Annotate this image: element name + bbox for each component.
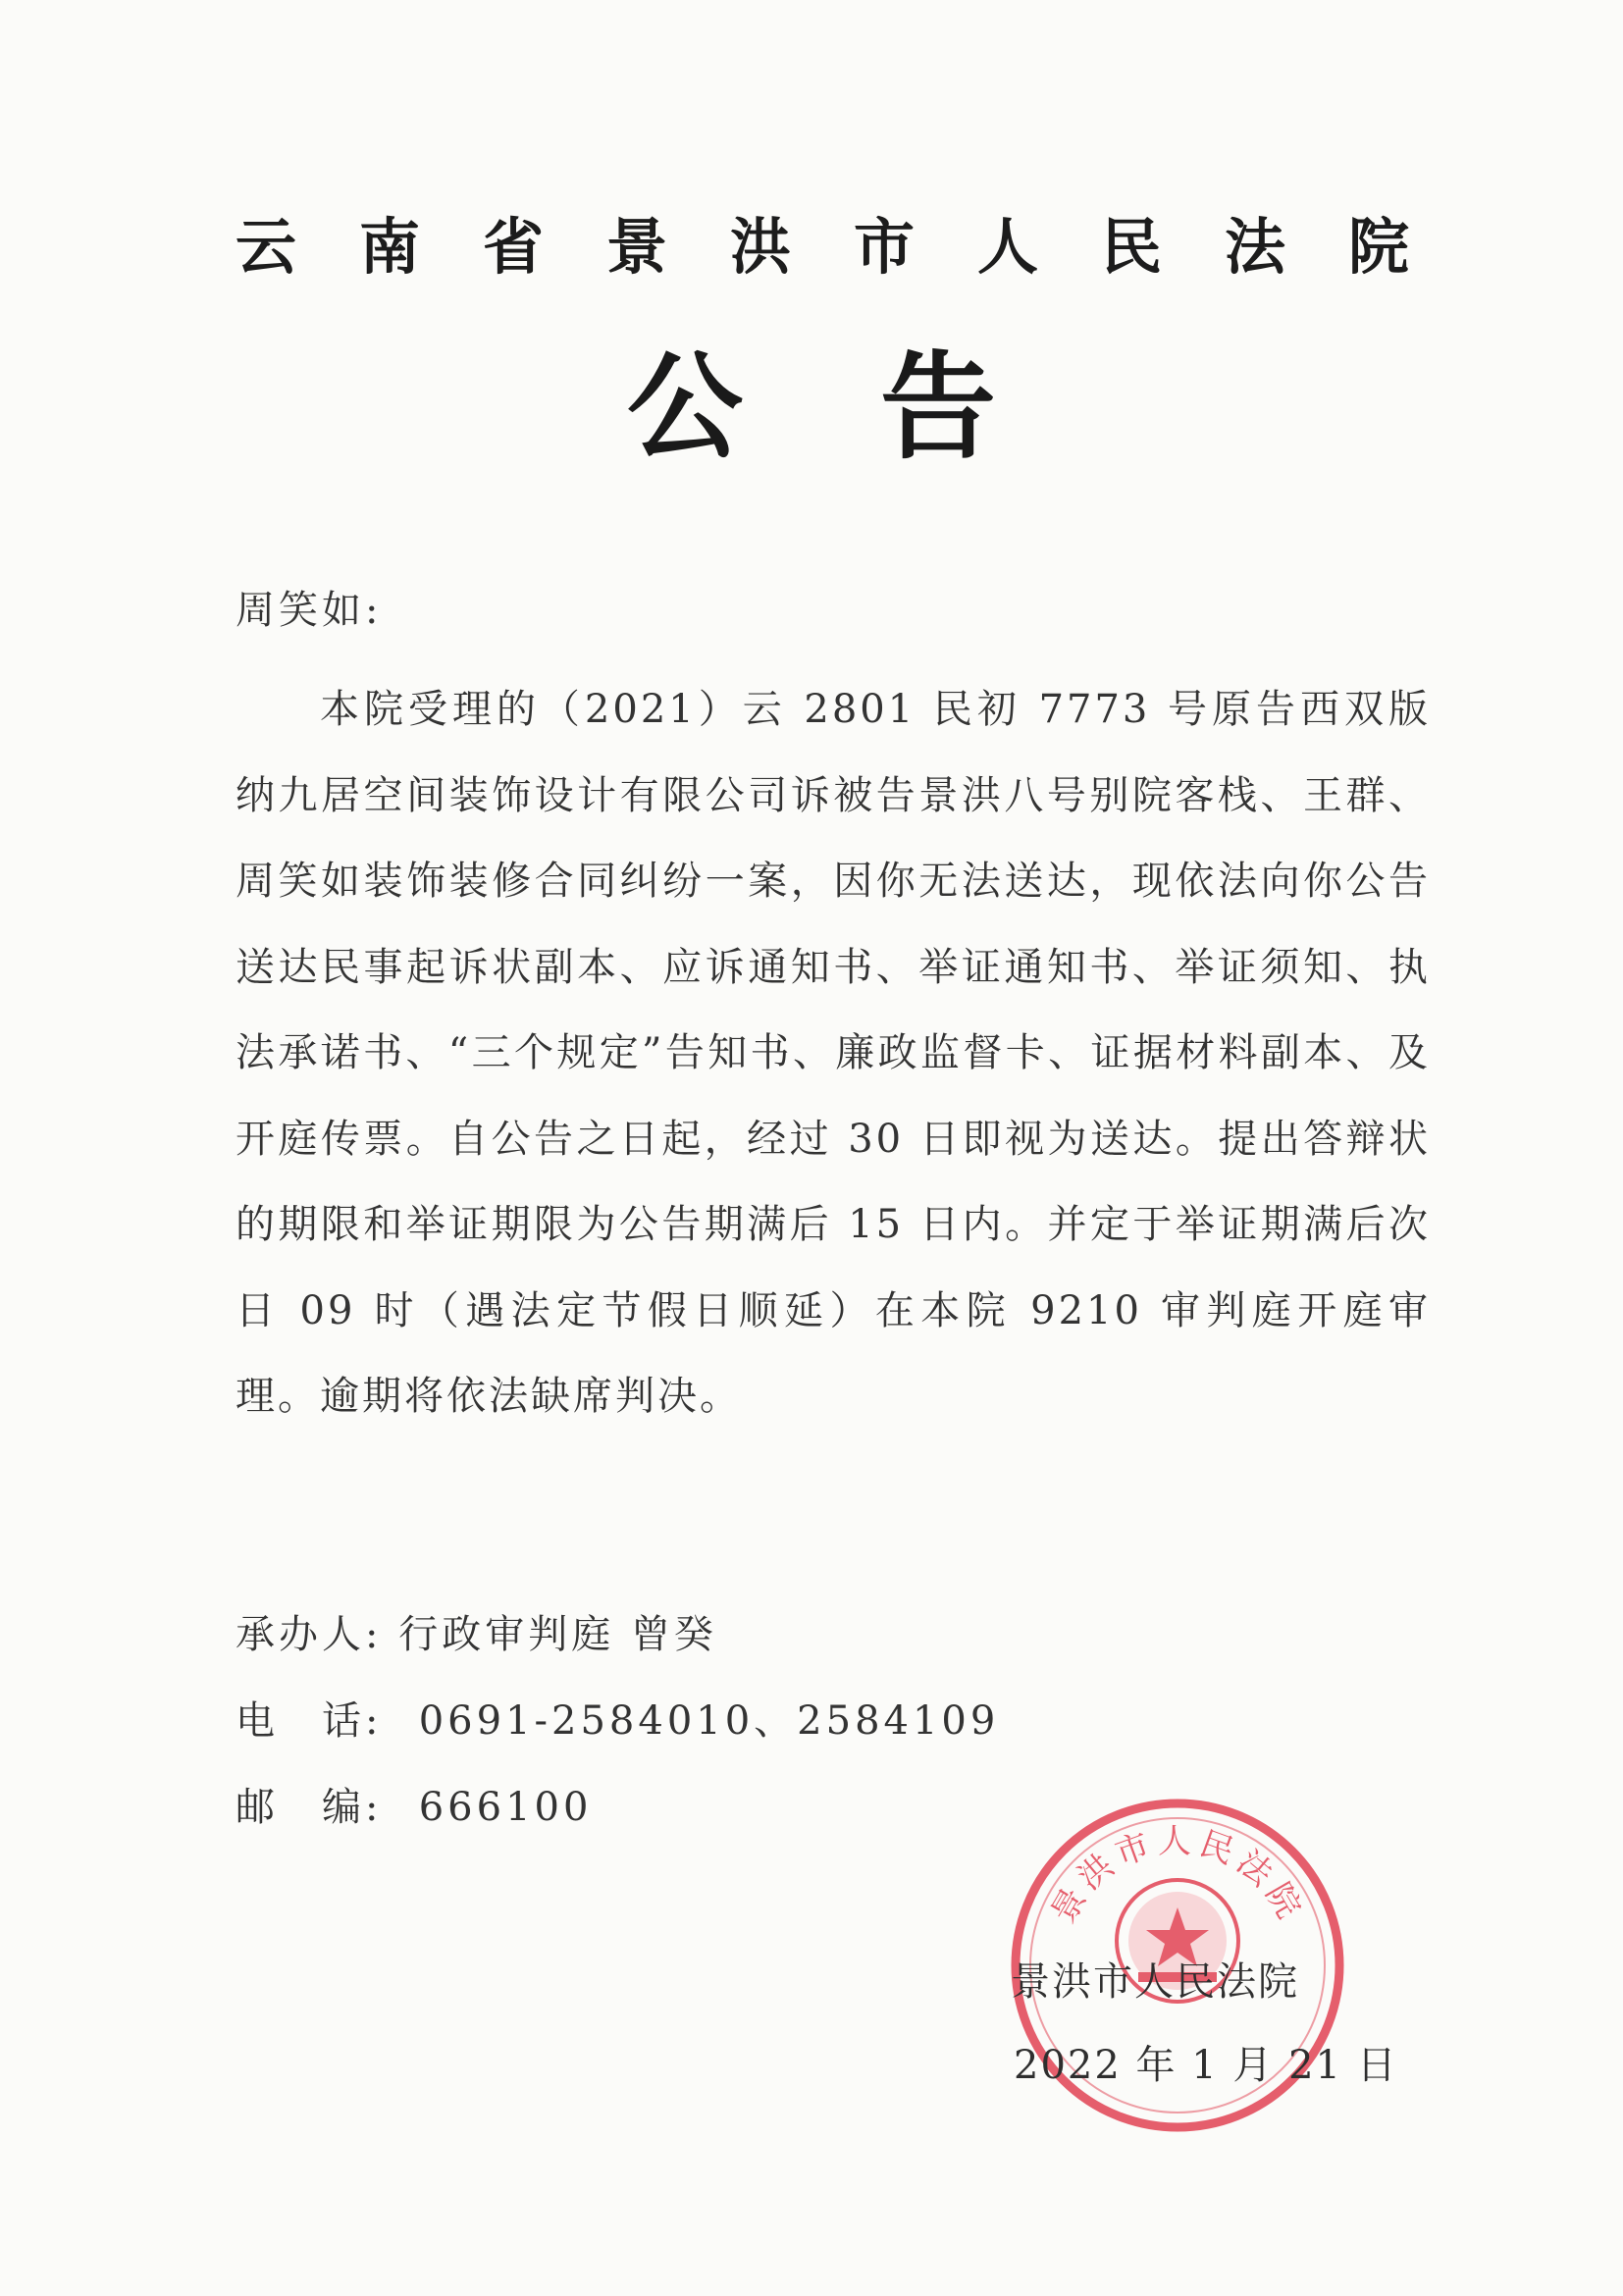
postcode-line <box>236 1778 592 1837</box>
handler-value: 行政审判庭 曾癸 <box>398 1612 717 1657</box>
document-title: 公告 <box>626 339 1133 475</box>
addressee: 周笑如: <box>236 588 383 633</box>
handler-line <box>236 1605 717 1664</box>
phone-value: 0691-2584010、2584109 <box>418 1698 1000 1744</box>
signing-court: 景洪市人民法院 <box>1011 1959 1299 2005</box>
handler-label: 承办人: <box>236 1612 383 1657</box>
phone-line <box>236 1692 999 1750</box>
court-name-heading: 云南省景洪市人民法院 <box>236 211 1473 283</box>
postcode-value: 666100 <box>418 1785 593 1830</box>
signing-date: 2022 年 1 月 21 日 <box>1014 2043 1398 2088</box>
phone-label: 电 话: <box>236 1698 383 1744</box>
notice-body: 本院受理的（2021）云 2801 民初 7773 号原告西双版纳九居空间装饰设计有限公司诉被告景洪八号别院客栈、王群、周笑如装饰装修合同纠纷一案，因你无法送达，现依法向你公告送达民事起诉状副本、应诉通知书、举证通知书、举证须知、执法承诺书、“三个规定”告知书、廉政监督卡、证据材料副本、及开庭传票。自公告之日起，经过 30 日即视为送达。提出答辩状的期限和举证期限为公告期满后 15 日内。并定于举证期满后次日 09 时（遇法定节假日顺延）在本院 9210 审判庭开庭审理。逾期将依法缺席判决。 <box>236 687 1431 1419</box>
postcode-label: 邮 编: <box>236 1785 383 1830</box>
seal-arc-text: 景洪市人民法院 <box>1043 1821 1312 1931</box>
